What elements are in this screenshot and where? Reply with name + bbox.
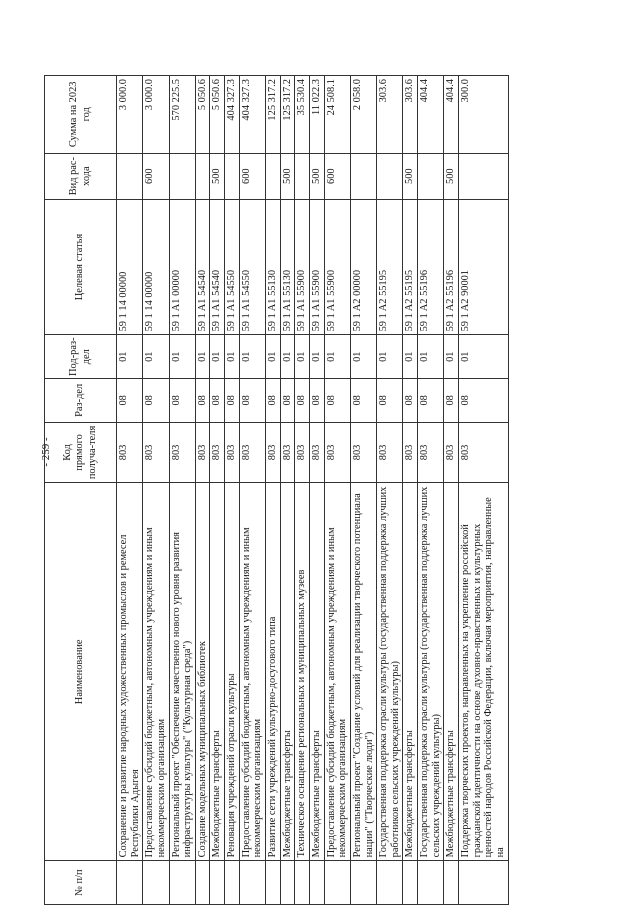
row-name-cell: Региональный проект "Обеспечение качественно нового уровня развития инфраструктуры культуры" ("Культурная среда") [169,483,195,861]
table-row [403,76,418,905]
row-expense-type-cell [169,153,195,199]
row-code-cell: 803 [459,422,509,483]
row-code-cell: 803 [377,422,403,483]
row-num-cell [377,861,403,905]
row-razdel-cell: 08 [295,379,310,423]
row-podrazdel-cell: 01 [280,335,295,379]
row-target-article-cell: 59 1 14 00000 [143,199,169,335]
table-row [225,76,240,905]
row-num-cell [444,861,459,905]
row-expense-type-cell: 500 [309,153,324,199]
header-expense-type: Вид рас-хода [45,153,117,199]
row-expense-type-cell [266,153,281,199]
row-name-cell: Создание модельных муниципальных библиотек [195,483,210,861]
row-code-cell: 803 [444,422,459,483]
row-target-article-cell: 59 1 A1 55130 [266,199,281,335]
row-razdel-cell: 08 [403,379,418,423]
header-num: № п/п [45,861,117,905]
table-row [377,76,403,905]
table-row [117,76,143,905]
row-target-article-cell: 59 1 14 00000 [117,199,143,335]
table-row [309,76,324,905]
row-podrazdel-cell: 01 [266,335,281,379]
row-code-cell: 803 [324,422,350,483]
row-razdel-cell: 08 [324,379,350,423]
row-sum-cell: 24 508.1 [324,76,350,154]
table-row [444,76,459,905]
row-target-article-cell: 59 1 A1 55130 [280,199,295,335]
row-num-cell [459,861,509,905]
row-expense-type-cell [459,153,509,199]
row-sum-cell: 404.4 [444,76,459,154]
row-num-cell [143,861,169,905]
row-target-article-cell: 59 1 A2 55196 [444,199,459,335]
header-code: Код прямого получа-теля [45,422,117,483]
table-header [45,76,117,905]
row-code-cell: 803 [418,422,444,483]
row-target-article-cell: 59 1 A1 54550 [225,199,240,335]
row-podrazdel-cell: 01 [418,335,444,379]
row-target-article-cell: 59 1 A2 00000 [350,199,376,335]
row-target-article-cell: 59 1 A1 00000 [169,199,195,335]
row-code-cell: 803 [280,422,295,483]
row-razdel-cell: 08 [239,379,265,423]
row-code-cell: 803 [169,422,195,483]
row-name-cell: Реновация учреждений отрасли культуры [225,483,240,861]
row-razdel-cell: 08 [309,379,324,423]
table-row [210,76,225,905]
row-podrazdel-cell: 01 [324,335,350,379]
page-number: - 259 - [40,437,52,467]
table-row [280,76,295,905]
row-target-article-cell: 59 1 A2 55195 [403,199,418,335]
row-num-cell [280,861,295,905]
row-num-cell [195,861,210,905]
row-code-cell: 803 [117,422,143,483]
table-row [324,76,350,905]
row-name-cell: Межбюджетные трансферты [309,483,324,861]
row-target-article-cell: 59 1 A1 54540 [195,199,210,335]
header-sum: Сумма на 2023 год [45,76,117,154]
row-sum-cell: 5 050.6 [195,76,210,154]
row-sum-cell: 3 000.0 [143,76,169,154]
row-target-article-cell: 59 1 A1 55900 [295,199,310,335]
row-target-article-cell: 59 1 A1 55900 [324,199,350,335]
row-sum-cell: 300.0 [459,76,509,154]
row-name-cell: Межбюджетные трансферты [444,483,459,861]
row-podrazdel-cell: 01 [459,335,509,379]
row-podrazdel-cell: 01 [225,335,240,379]
row-num-cell [169,861,195,905]
table-row [418,76,444,905]
row-sum-cell: 2 058.0 [350,76,376,154]
row-num-cell [266,861,281,905]
row-code-cell: 803 [295,422,310,483]
row-target-article-cell: 59 1 A2 90001 [459,199,509,335]
row-num-cell [309,861,324,905]
row-podrazdel-cell: 01 [309,335,324,379]
row-expense-type-cell: 600 [324,153,350,199]
row-code-cell: 803 [309,422,324,483]
row-name-cell: Межбюджетные трансферты [210,483,225,861]
row-razdel-cell: 08 [377,379,403,423]
row-podrazdel-cell: 01 [350,335,376,379]
row-razdel-cell: 08 [117,379,143,423]
row-name-cell: Государственная поддержка отрасли культуры (государственная поддержка лучших работников сельских учреждений культуры) [377,483,403,861]
table-row [143,76,169,905]
row-expense-type-cell [418,153,444,199]
row-razdel-cell: 08 [350,379,376,423]
row-expense-type-cell: 600 [143,153,169,199]
header-name: Наименование [45,483,117,861]
row-podrazdel-cell: 01 [444,335,459,379]
row-sum-cell: 404 327.3 [239,76,265,154]
row-razdel-cell: 08 [280,379,295,423]
row-target-article-cell: 59 1 A1 55900 [309,199,324,335]
row-num-cell [418,861,444,905]
row-podrazdel-cell: 01 [403,335,418,379]
row-code-cell: 803 [210,422,225,483]
row-name-cell: Межбюджетные трансферты [280,483,295,861]
row-name-cell: Предоставление субсидий бюджетным, автономным учреждениям и иным некоммерческим организациям [324,483,350,861]
row-razdel-cell: 08 [210,379,225,423]
header-razdel: Раз-дел [45,379,117,423]
row-razdel-cell: 08 [195,379,210,423]
row-razdel-cell: 08 [143,379,169,423]
table-row [295,76,310,905]
header-target-article: Целевая статья [45,199,117,335]
row-num-cell [295,861,310,905]
row-podrazdel-cell: 01 [169,335,195,379]
row-name-cell: Сохранение и развитие народных художественных промыслов и ремесел Республики Адыгея [117,483,143,861]
table-row [266,76,281,905]
row-name-cell: Техническое оснащение региональных и муниципальных музеев [295,483,310,861]
row-target-article-cell: 59 1 A1 54550 [239,199,265,335]
row-code-cell: 803 [239,422,265,483]
row-sum-cell: 3 000.0 [117,76,143,154]
row-expense-type-cell: 500 [210,153,225,199]
row-target-article-cell: 59 1 A1 54540 [210,199,225,335]
row-name-cell: Региональный проект "Создание условий для реализации творческого потенциала нации" ("Творческие люди") [350,483,376,861]
row-expense-type-cell [117,153,143,199]
row-num-cell [324,861,350,905]
row-podrazdel-cell: 01 [239,335,265,379]
row-name-cell: Развитие сети учреждений культурно-досугового типа [266,483,281,861]
row-expense-type-cell [377,153,403,199]
row-num-cell [350,861,376,905]
row-expense-type-cell: 500 [280,153,295,199]
row-sum-cell: 125 317.2 [280,76,295,154]
table-body [117,76,509,905]
row-sum-cell: 5 050.6 [210,76,225,154]
row-num-cell [403,861,418,905]
row-name-cell: Межбюджетные трансферты [403,483,418,861]
row-expense-type-cell [195,153,210,199]
row-name-cell: Предоставление субсидий бюджетным, автономным учреждениям и иным некоммерческим организациям [143,483,169,861]
row-sum-cell: 125 317.2 [266,76,281,154]
row-num-cell [239,861,265,905]
row-target-article-cell: 59 1 A2 55196 [418,199,444,335]
row-sum-cell: 404.4 [418,76,444,154]
row-sum-cell: 35 530.4 [295,76,310,154]
row-code-cell: 803 [350,422,376,483]
row-razdel-cell: 08 [169,379,195,423]
row-razdel-cell: 08 [418,379,444,423]
row-code-cell: 803 [195,422,210,483]
budget-table-sheet [44,75,592,905]
row-num-cell [225,861,240,905]
row-sum-cell: 303.6 [377,76,403,154]
row-target-article-cell: 59 1 A2 55195 [377,199,403,335]
row-podrazdel-cell: 01 [295,335,310,379]
row-razdel-cell: 08 [459,379,509,423]
row-name-cell: Государственная поддержка отрасли культуры (государственная поддержка лучших сельских учреждений культуры) [418,483,444,861]
row-podrazdel-cell: 01 [143,335,169,379]
row-code-cell: 803 [403,422,418,483]
table-row [195,76,210,905]
row-name-cell: Поддержка творческих проектов, направленных на укрепление российской гражданской идентичности на основе духовно-нравственных и культурных ценностей народов Российской Федерации, включая мероприятия, направленные на [459,483,509,861]
table-row [169,76,195,905]
row-sum-cell: 303.6 [403,76,418,154]
row-podrazdel-cell: 01 [210,335,225,379]
row-podrazdel-cell: 01 [117,335,143,379]
row-code-cell: 803 [266,422,281,483]
row-podrazdel-cell: 01 [195,335,210,379]
row-sum-cell: 570 225.5 [169,76,195,154]
row-expense-type-cell: 600 [239,153,265,199]
table-row [459,76,509,905]
row-num-cell [210,861,225,905]
row-razdel-cell: 08 [444,379,459,423]
budget-table [44,75,509,905]
row-podrazdel-cell: 01 [377,335,403,379]
row-razdel-cell: 08 [225,379,240,423]
row-expense-type-cell: 500 [403,153,418,199]
row-sum-cell: 11 022.3 [309,76,324,154]
row-expense-type-cell [295,153,310,199]
table-row [350,76,376,905]
row-razdel-cell: 08 [266,379,281,423]
row-code-cell: 803 [225,422,240,483]
row-expense-type-cell [225,153,240,199]
row-name-cell: Предоставление субсидий бюджетным, автономным учреждениям и иным некоммерческим организациям [239,483,265,861]
row-num-cell [117,861,143,905]
row-code-cell: 803 [143,422,169,483]
header-podrazdel: Под-раз-дел [45,335,117,379]
row-expense-type-cell: 500 [444,153,459,199]
row-sum-cell: 404 327.3 [225,76,240,154]
row-expense-type-cell [350,153,376,199]
table-row [239,76,265,905]
